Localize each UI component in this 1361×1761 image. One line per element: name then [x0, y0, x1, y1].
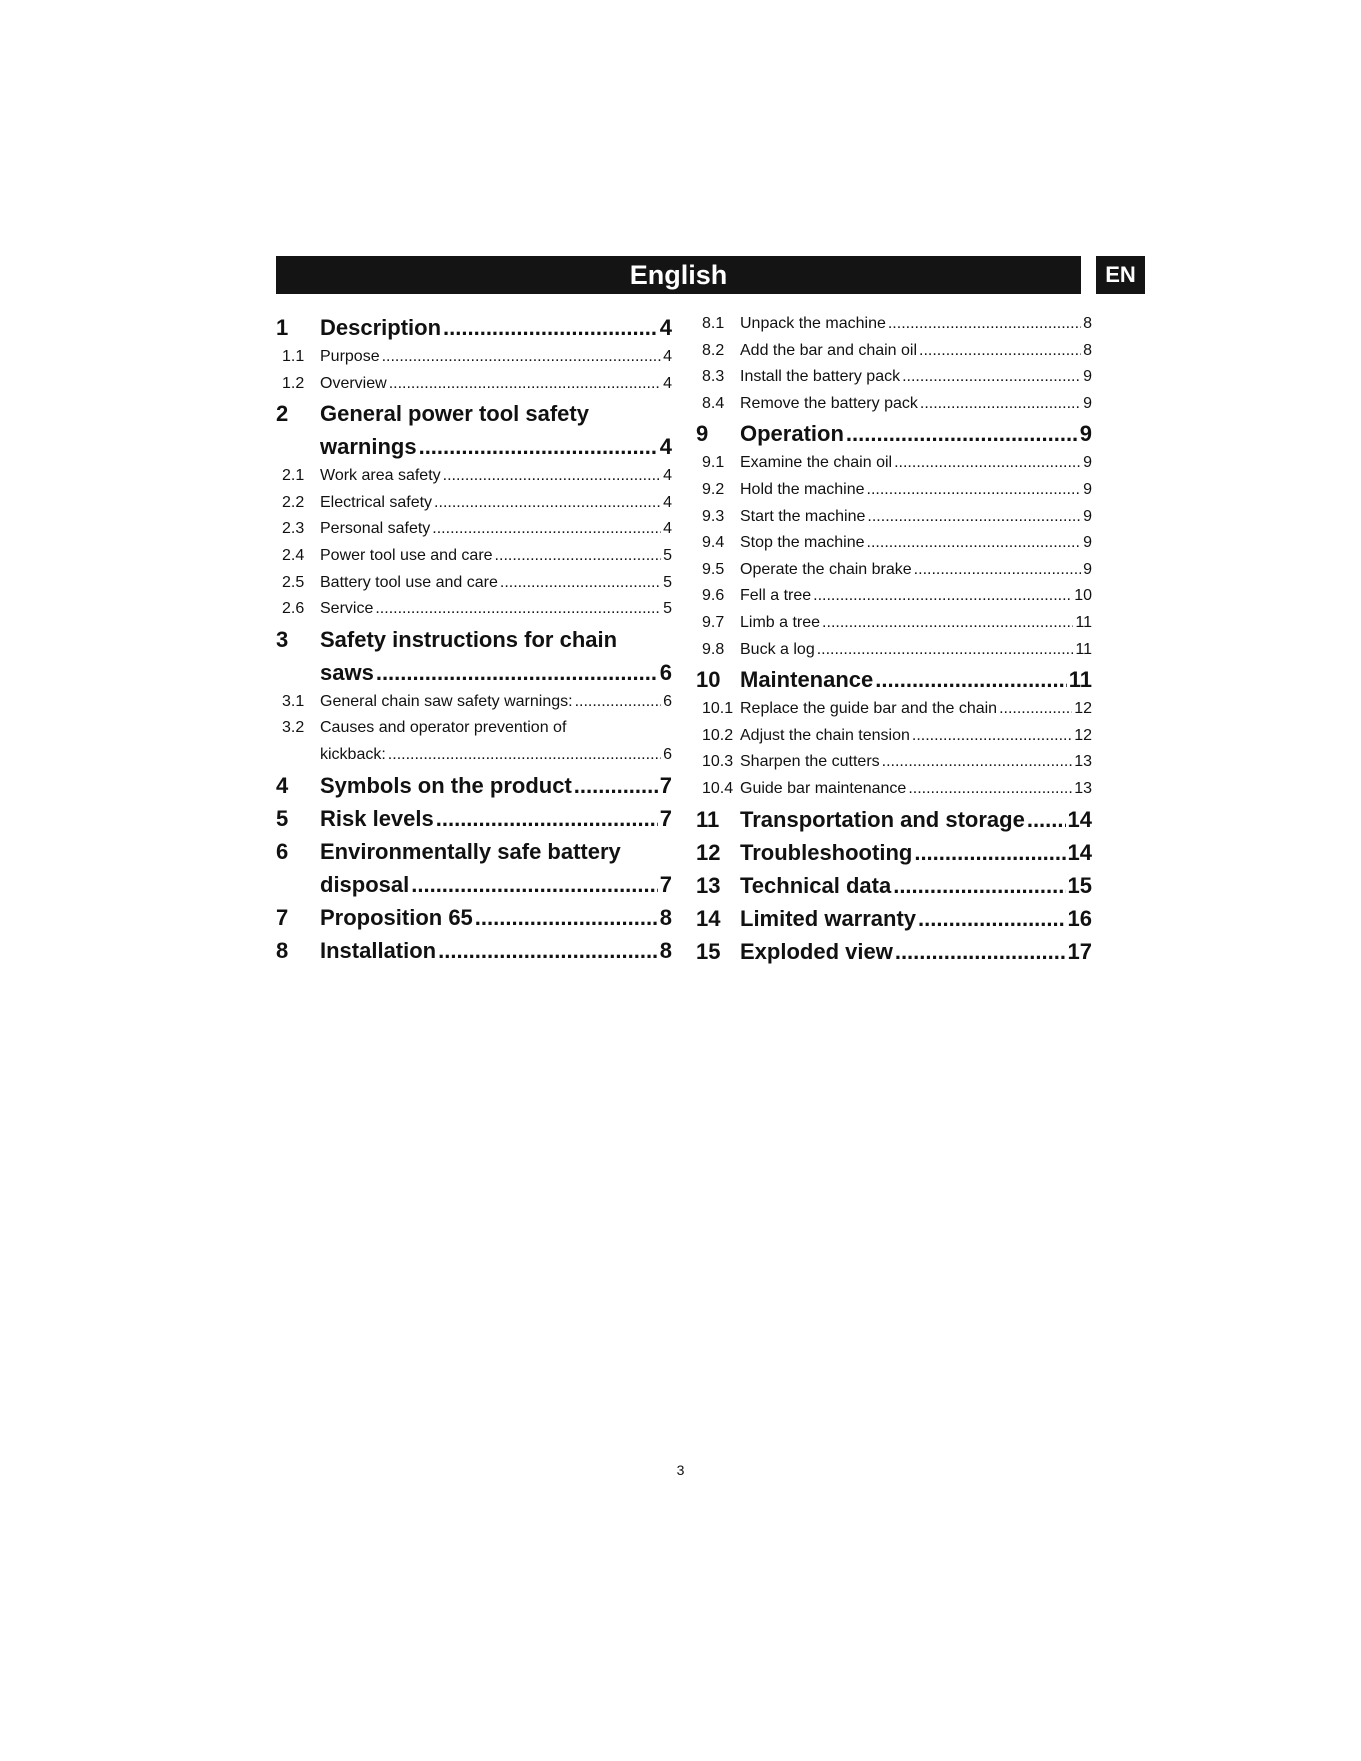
toc-chapter-link[interactable] [696, 663, 1092, 696]
toc-section-title: Adjust the chain tension [740, 726, 910, 744]
toc-dot-leader [908, 776, 1072, 803]
toc-section-number: 9.1 [702, 454, 725, 472]
toc-section-link[interactable] [276, 490, 672, 517]
toc-section-link[interactable] [276, 543, 672, 570]
toc-dot-leader [817, 637, 1074, 664]
toc-section-page: 5 [663, 600, 672, 618]
toc-section-number: 3.2 [282, 719, 305, 737]
toc-section-page: 5 [663, 573, 672, 591]
toc-right-column [696, 311, 1092, 968]
toc-chapter-title: Proposition 65 [320, 904, 473, 930]
toc-section-page: 9 [1083, 454, 1092, 472]
toc-section-page: 8 [1083, 341, 1092, 359]
toc-section-number: 9.2 [702, 480, 725, 498]
toc-section-title: Stop the machine [740, 534, 865, 552]
toc-chapter-number: 9 [696, 421, 709, 447]
toc-chapter-title: Description [320, 315, 442, 340]
toc-section-page: 4 [663, 493, 672, 511]
toc-section-link[interactable] [696, 530, 1092, 557]
toc-chapter-page: 8 [659, 937, 672, 963]
toc-dot-leader [882, 749, 1073, 776]
toc-chapter-link[interactable] [276, 802, 672, 835]
toc-section-number: 10.3 [702, 753, 734, 771]
toc-chapter-link[interactable] [276, 623, 672, 689]
toc-section-link[interactable] [696, 723, 1092, 750]
toc-section-link[interactable] [276, 715, 672, 768]
toc-section-link[interactable] [696, 450, 1092, 477]
toc-section-title: Sharpen the cutters [740, 753, 880, 771]
toc-chapter-link[interactable] [696, 803, 1092, 836]
toc-left-column [276, 311, 672, 967]
toc-chapter-link[interactable] [276, 934, 672, 967]
toc-dot-leader [376, 656, 658, 689]
toc-section-page: 9 [1083, 480, 1092, 498]
toc-dot-leader [822, 610, 1073, 637]
toc-section-number: 9.7 [702, 613, 725, 631]
toc-chapter-link[interactable] [276, 769, 672, 802]
toc-chapter-title-continued: saws [320, 659, 374, 685]
toc-section-title: Fell a tree [740, 587, 812, 605]
toc-section-title: Examine the chain oil [740, 454, 893, 472]
toc-section-title: Replace the guide bar and the chain [740, 700, 998, 718]
toc-section-number: 3.1 [282, 692, 305, 710]
toc-dot-leader [432, 516, 661, 543]
toc-chapter-number: 10 [696, 667, 721, 693]
toc-dot-leader [895, 935, 1066, 968]
toc-chapter-page: 16 [1067, 905, 1092, 931]
toc-chapter-link[interactable] [696, 935, 1092, 968]
toc-chapter-line2 [276, 656, 672, 689]
toc-section-link[interactable] [276, 516, 672, 543]
toc-section-number: 8.4 [702, 394, 725, 412]
toc-section-link[interactable] [276, 371, 672, 398]
toc-section-number: 2.1 [282, 467, 305, 485]
toc-chapter-number: 3 [276, 626, 289, 652]
toc-section-link[interactable] [696, 776, 1092, 803]
toc-dot-leader [438, 934, 658, 967]
language-header-bar [276, 256, 1081, 294]
toc-chapter-page: 4 [659, 434, 672, 460]
toc-section-title: Hold the machine [740, 480, 865, 498]
toc-section-title: Electrical safety [320, 493, 433, 511]
toc-section-title: Causes and operator prevention of [320, 719, 567, 737]
toc-section-title: General chain saw safety warnings: [320, 692, 573, 710]
toc-section-link[interactable] [696, 637, 1092, 664]
toc-chapter-number: 4 [276, 772, 289, 798]
toc-dot-leader [875, 663, 1066, 696]
language-title: English [629, 259, 728, 290]
toc-section-number: 8.1 [702, 315, 725, 332]
toc-dot-leader [914, 557, 1081, 584]
toc-chapter-number: 1 [276, 315, 289, 340]
toc-section-link[interactable] [696, 311, 1092, 338]
toc-chapter-title: General power tool safety [320, 401, 589, 427]
toc-section-title: Install the battery pack [740, 368, 901, 386]
toc-section-title: Guide bar maintenance [740, 779, 907, 797]
toc-dot-leader [893, 869, 1065, 902]
toc-section-number: 2.4 [282, 546, 305, 564]
toc-section-number: 10.4 [702, 779, 734, 797]
toc-chapter-page: 7 [659, 871, 672, 897]
toc-section-title-continued: kickback: [320, 745, 386, 763]
toc-chapter-link[interactable] [696, 836, 1092, 869]
language-code-badge [1096, 256, 1145, 294]
toc-chapter-page: 9 [1079, 421, 1092, 447]
toc-dot-leader [888, 311, 1081, 338]
toc-dot-leader [411, 868, 658, 901]
toc-section-title: Buck a log [740, 640, 815, 658]
toc-chapter-link[interactable] [276, 311, 672, 344]
toc-dot-leader [813, 583, 1072, 610]
toc-section-page: 12 [1074, 700, 1092, 718]
toc-section-page: 4 [663, 374, 672, 392]
toc-section-link[interactable] [276, 570, 672, 597]
toc-chapter-title-continued: warnings [320, 434, 417, 460]
toc-dot-leader [495, 543, 662, 570]
toc-section-link[interactable] [696, 477, 1092, 504]
toc-section-page: 13 [1074, 779, 1092, 797]
toc-chapter-line2 [276, 868, 672, 901]
toc-dot-leader [500, 570, 661, 597]
toc-section-title: Work area safety [320, 467, 441, 485]
toc-chapter-title: Technical data [740, 872, 892, 898]
toc-dot-leader [894, 450, 1081, 477]
toc-chapter-page: 14 [1067, 839, 1092, 865]
toc-section-number: 9.6 [702, 587, 725, 605]
toc-chapter-line2 [276, 430, 672, 463]
toc-dot-leader [920, 391, 1081, 418]
toc-section-page: 9 [1083, 534, 1092, 552]
toc-section-page: 9 [1083, 507, 1092, 525]
toc-chapter-title: Operation [740, 421, 844, 447]
toc-chapter-page: 7 [659, 772, 672, 798]
toc-dot-leader [867, 477, 1082, 504]
toc-section-title: Limb a tree [740, 613, 821, 631]
toc-chapter-number: 2 [276, 401, 289, 427]
toc-section-number: 1.1 [282, 348, 305, 365]
toc-chapter-title: Symbols on the product [320, 772, 572, 798]
toc-section-page: 12 [1074, 726, 1092, 744]
toc-section-page: 11 [1075, 640, 1092, 658]
toc-section-number: 9.8 [702, 640, 725, 658]
toc-chapter-number: 5 [276, 805, 289, 831]
toc-chapter-page: 6 [659, 659, 672, 685]
toc-dot-leader [575, 689, 662, 716]
toc-chapter-link[interactable] [696, 417, 1092, 450]
page-number: 3 [676, 1462, 685, 1478]
toc-chapter-page: 4 [659, 315, 672, 340]
toc-chapter-number: 8 [276, 937, 289, 963]
toc-chapter-title: Maintenance [740, 667, 874, 693]
toc-chapter-link[interactable] [276, 901, 672, 934]
toc-dot-leader [902, 364, 1081, 391]
toc-dot-leader [846, 417, 1078, 450]
toc-chapter-title-continued: disposal [320, 871, 410, 897]
toc-dot-leader [443, 311, 658, 344]
toc-section-number: 8.2 [702, 341, 725, 359]
toc-section-link[interactable] [696, 338, 1092, 365]
toc-section-page: 5 [663, 546, 672, 564]
toc-section-title: Service [320, 600, 374, 618]
toc-section-number: 10.2 [702, 726, 734, 744]
toc-dot-leader [382, 344, 662, 371]
toc-section-page: 13 [1074, 753, 1092, 771]
toc-dot-leader [475, 901, 658, 934]
toc-dot-leader [443, 463, 661, 490]
toc-chapter-link[interactable] [696, 869, 1092, 902]
toc-section-page: 9 [1083, 368, 1092, 386]
toc-dot-leader [389, 371, 661, 398]
toc-dot-leader [914, 836, 1065, 869]
toc-chapter-link[interactable] [276, 397, 672, 463]
toc-dot-leader [388, 742, 661, 769]
toc-section-number: 2.3 [282, 520, 305, 538]
toc-chapter-title: Exploded view [740, 938, 893, 964]
toc-chapter-number: 14 [696, 905, 721, 931]
toc-section-title: Start the machine [740, 507, 866, 525]
toc-chapter-line1 [276, 397, 672, 430]
toc-chapter-number: 6 [276, 838, 289, 864]
toc-dot-leader [919, 338, 1081, 365]
toc-section-link[interactable] [276, 344, 672, 371]
toc-dot-leader [419, 430, 658, 463]
toc-section-title: Power tool use and care [320, 546, 493, 564]
toc-chapter-number: 7 [276, 904, 289, 930]
toc-section-title: Battery tool use and care [320, 573, 498, 591]
toc-chapter-number: 12 [696, 839, 721, 865]
toc-section-title: Overview [320, 374, 387, 392]
toc-section-link[interactable] [696, 610, 1092, 637]
toc-section-title: Operate the chain brake [740, 560, 912, 578]
toc-chapter-title: Installation [320, 937, 437, 963]
toc-chapter-title: Risk levels [320, 805, 434, 831]
toc-section-page: 6 [663, 745, 672, 763]
toc-section-line1 [276, 715, 672, 742]
toc-section-link[interactable] [696, 557, 1092, 584]
toc-dot-leader [867, 504, 1081, 531]
toc-section-title: Purpose [320, 348, 380, 365]
toc-chapter-title: Environmentally safe battery [320, 838, 621, 864]
toc-section-page: 9 [1083, 560, 1092, 578]
language-code: EN [1105, 262, 1136, 287]
toc-chapter-title: Troubleshooting [740, 839, 913, 865]
toc-dot-leader [912, 723, 1072, 750]
toc-section-link[interactable] [696, 504, 1092, 531]
toc-dot-leader [375, 596, 661, 623]
toc-section-number: 9.3 [702, 507, 725, 525]
toc-chapter-link[interactable] [696, 902, 1092, 935]
toc-section-page: 10 [1074, 587, 1092, 605]
toc-section-number: 10.1 [702, 700, 734, 718]
toc-section-page: 8 [1083, 315, 1092, 332]
toc-section-link[interactable] [276, 689, 672, 716]
toc-dot-leader [436, 802, 658, 835]
toc-section-number: 1.2 [282, 374, 305, 392]
toc-section-title: Add the bar and chain oil [740, 341, 918, 359]
toc-dot-leader [918, 902, 1065, 935]
toc-section-line2 [276, 742, 672, 769]
toc-section-link[interactable] [696, 364, 1092, 391]
toc-section-page: 4 [663, 348, 672, 365]
toc-chapter-number: 15 [696, 938, 721, 964]
toc-chapter-page: 11 [1068, 667, 1092, 693]
toc-section-number: 2.6 [282, 600, 305, 618]
toc-chapter-page: 17 [1067, 938, 1092, 964]
toc-section-number: 9.5 [702, 560, 725, 578]
toc-chapter-page: 15 [1067, 872, 1092, 898]
toc-dot-leader [574, 769, 658, 802]
toc-section-title: Unpack the machine [740, 315, 886, 332]
toc-chapter-number: 13 [696, 872, 721, 898]
toc-chapter-title: Safety instructions for chain [320, 626, 618, 652]
toc-section-link[interactable] [696, 749, 1092, 776]
toc-section-title: Remove the battery pack [740, 394, 918, 412]
toc-dot-leader [1027, 803, 1066, 836]
toc-section-link[interactable] [696, 696, 1092, 723]
toc-chapter-page: 14 [1067, 806, 1092, 832]
toc-dot-leader [867, 530, 1082, 557]
toc-section-link[interactable] [696, 391, 1092, 418]
toc-section-title: Personal safety [320, 520, 431, 538]
toc-section-number: 2.5 [282, 573, 305, 591]
toc-chapter-title: Limited warranty [740, 905, 917, 931]
toc-chapter-line1 [276, 835, 672, 868]
toc-section-page: 11 [1075, 613, 1092, 631]
toc-chapter-page: 8 [659, 904, 672, 930]
toc-section-page: 4 [663, 520, 672, 538]
toc-chapter-line1 [276, 623, 672, 656]
toc-section-number: 2.2 [282, 493, 305, 511]
toc-chapter-title: Transportation and storage [740, 806, 1025, 832]
toc-chapter-page: 7 [659, 805, 672, 831]
toc-dot-leader [999, 696, 1072, 723]
toc-section-page: 6 [663, 692, 672, 710]
toc-section-page: 9 [1083, 394, 1092, 412]
toc-chapter-link[interactable] [276, 835, 672, 901]
toc-section-number: 9.4 [702, 534, 725, 552]
toc-section-page: 4 [663, 467, 672, 485]
toc-dot-leader [434, 490, 661, 517]
toc-section-link[interactable] [276, 596, 672, 623]
toc-section-link[interactable] [276, 463, 672, 490]
toc-chapter-number: 11 [696, 806, 720, 832]
toc-section-number: 8.3 [702, 368, 725, 386]
toc-section-link[interactable] [696, 583, 1092, 610]
